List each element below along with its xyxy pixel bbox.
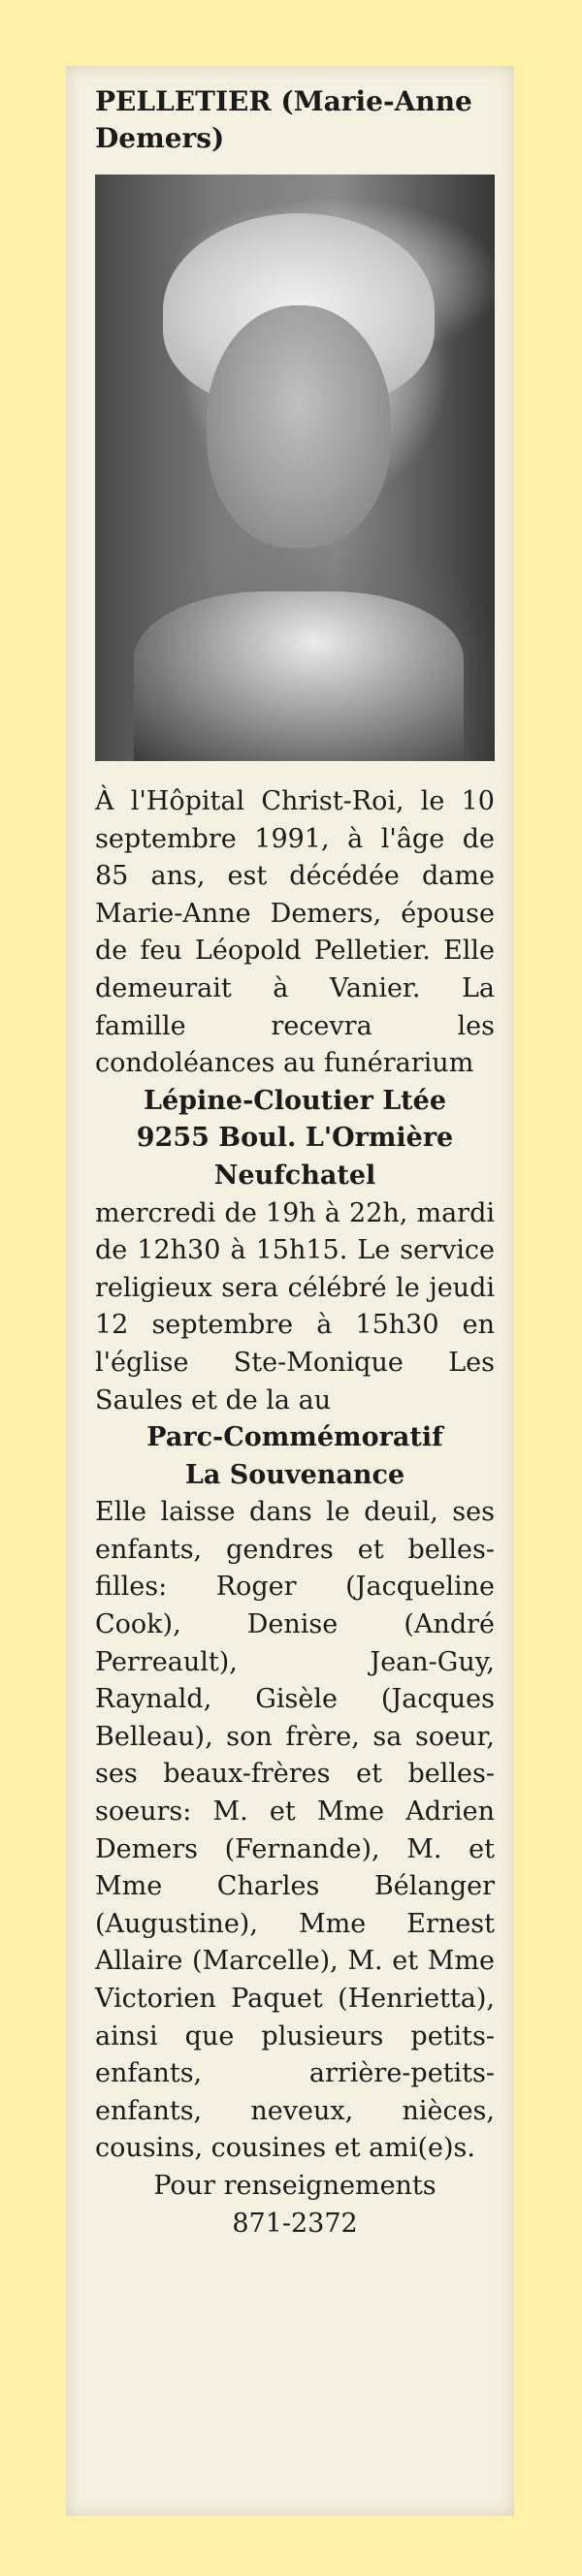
cemetery-name-line2: La Souvenance [184, 1459, 405, 1490]
portrait-photo [95, 175, 495, 761]
obituary-name-heading: PELLETIER (Marie-Anne Demers) [95, 85, 472, 154]
info-label: Pour renseignements [153, 2170, 436, 2201]
info-phone: 871-2372 [232, 2208, 358, 2239]
obituary-clipping [66, 66, 514, 2516]
funeral-home-name: Lépine-Cloutier Ltée [143, 1085, 447, 1116]
funeral-home-city: Neufchatel [213, 1160, 376, 1191]
visitation-and-service: mercredi de 19h à 22h, mardi de 12h30 à 15h15. Le service religieux sera célébré le jeudi 12 septembre à 15h30 en l'église Ste-Monique Les Saules et de la au [95, 1197, 495, 1415]
survivors-list: Elle laisse dans le deuil, ses enfants, gendres et belles-filles: Roger (Jacqueline Cook), Denise (André Perreault), Jean-Guy, Raynald, Gisèle (Jacques Belleau), son frère, sa soeur, ses beaux-frères et belles-soeurs: M. et Mme Adrien Demers (Fernande), M. et Mme Charles Bélanger (Augustine), Mme Ernest Allaire (Marcelle), M. et Mme Victorien Paquet (Henrietta), ainsi que plusieurs petits-enfants, arrière-petits-enfants, neveux, nièces, cousins, cousines et ami(e)s. [95, 1497, 495, 2164]
cemetery-name-line1: Parc-Commémoratif [146, 1422, 443, 1453]
funeral-home-address: 9255 Boul. L'Ormière [136, 1123, 454, 1154]
portrait-face [207, 305, 391, 548]
obituary-body [95, 783, 495, 2242]
portrait-collar [134, 591, 464, 761]
obituary-intro: À l'Hôpital Christ-Roi, le 10 septembre 1991, à l'âge de 85 ans, est décédée dame Marie-Anne Demers, épouse de feu Léopold Pelletier. Elle demeurait à Vanier. La famille recevra les condoléances au funérarium [95, 786, 495, 1079]
